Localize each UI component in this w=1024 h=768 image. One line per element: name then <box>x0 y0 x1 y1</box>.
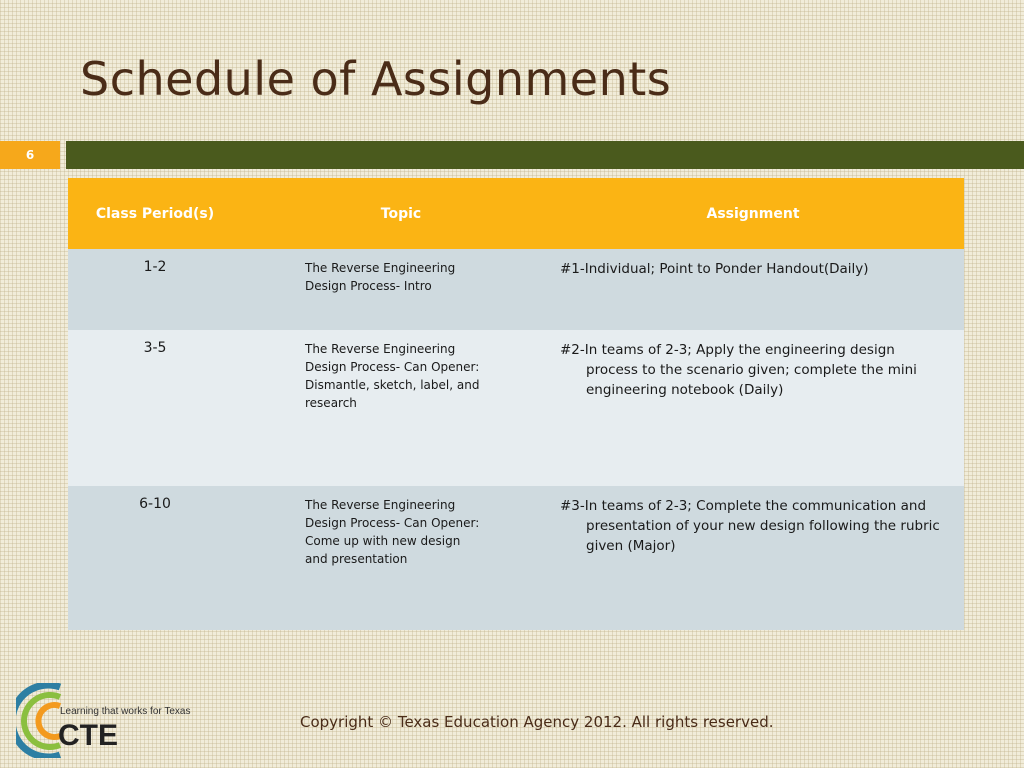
title-divider-bar <box>66 141 1024 169</box>
assignment-text: #1-Individual; Point to Ponder Handout(Daily) <box>560 261 869 277</box>
period-cell: 3-5 <box>143 340 167 356</box>
assignments-table <box>68 178 964 630</box>
topic-cell: The Reverse Engineering Design Process- Can Opener: Come up with new design and presentation <box>305 498 480 566</box>
table-header-row <box>68 178 964 249</box>
table-row <box>68 249 964 330</box>
table-row <box>68 330 964 486</box>
assignment-cell <box>480 486 964 630</box>
logo-inner-arc-icon <box>38 705 60 737</box>
header-topic: Topic <box>380 206 422 222</box>
assignment-text: #2-In teams of 2-3; Apply the engineering design process to the scenario given; complete the mini engineering notebook (Daily) <box>560 342 917 398</box>
header-class-period: Class Period(s) <box>95 206 215 222</box>
slide-number: 6 <box>0 141 60 169</box>
topic-cell: The Reverse Engineering Design Process- Intro <box>305 261 456 293</box>
assignment-text: #3-In teams of 2-3; Complete the communication and presentation of your new design following the rubric given (Major) <box>560 498 940 554</box>
table-row <box>68 486 964 630</box>
assignment-cell <box>480 249 964 330</box>
slide-title: Schedule of Assignments <box>80 52 672 106</box>
logo-tagline: Learning that works for Texas <box>60 706 191 717</box>
cte-logo <box>16 683 206 758</box>
assignment-cell <box>480 330 964 486</box>
period-cell: 6-10 <box>139 496 171 512</box>
copyright-footer: Copyright © Texas Education Agency 2012. All rights reserved. <box>300 713 774 731</box>
period-cell: 1-2 <box>143 259 167 275</box>
logo-cte-text: CTE <box>58 719 118 752</box>
header-assignment: Assignment <box>706 206 800 222</box>
topic-cell: The Reverse Engineering Design Process- Can Opener: Dismantle, sketch, label, and research <box>305 342 480 410</box>
